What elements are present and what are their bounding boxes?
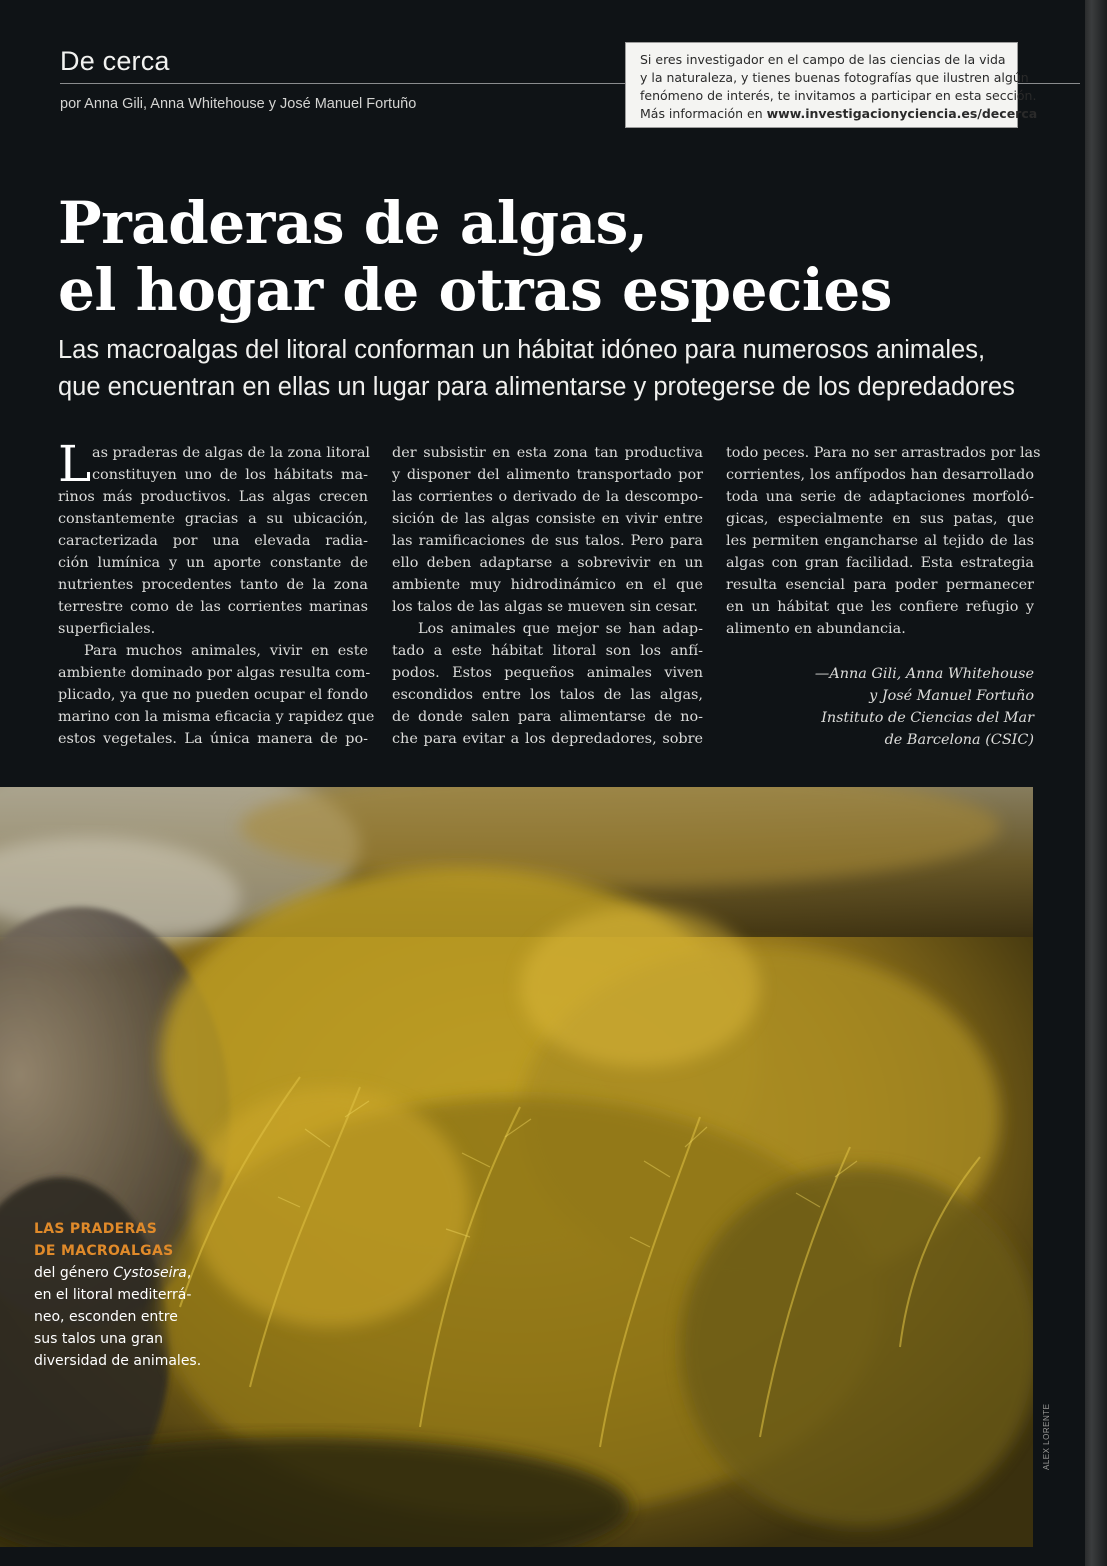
contributor-callout bbox=[625, 42, 1038, 128]
body-line: ambiente muy hidrodinámico en el que bbox=[392, 577, 703, 593]
body-line: tado a este hábitat litoral son los anfí- bbox=[392, 643, 703, 659]
title-line: Praderas de algas, bbox=[58, 189, 648, 257]
body-line: ello deben adaptarse a sobrevivir en un bbox=[392, 555, 703, 571]
photo-caption bbox=[34, 1218, 201, 1372]
signature-line: y José Manuel Fortuño bbox=[869, 688, 1034, 704]
section-label: De cerca bbox=[60, 46, 170, 76]
body-line: der subsistir en esta zona tan productiva bbox=[392, 445, 703, 461]
callout-line bbox=[640, 105, 1038, 123]
algae-photo bbox=[0, 787, 1033, 1547]
body-line: che para evitar a los depredadores, sobre bbox=[392, 731, 703, 747]
dropcap-block bbox=[58, 435, 371, 493]
callout-line: fenómeno de interés, te invitamos a participar en esta sección. bbox=[640, 88, 1037, 103]
author-signature bbox=[726, 663, 1034, 751]
dropcap: L bbox=[58, 435, 92, 493]
body-line: ambiente dominado por algas resulta com- bbox=[58, 665, 371, 681]
body-line: resulta esencial para poder permanecer bbox=[726, 577, 1034, 593]
body-line: Para muchos animales, vivir en este bbox=[84, 643, 368, 659]
body-line: marino con la misma eficacia y rapidez que bbox=[58, 709, 375, 725]
body-line: terrestre como de las corrientes marinas bbox=[58, 599, 368, 615]
body-column-1 bbox=[58, 435, 375, 750]
body-line: caracterizada por una elevada radia- bbox=[58, 533, 368, 549]
callout-line: Si eres investigador en el campo de las ciencias de la vida bbox=[640, 52, 1006, 67]
body-line: todo peces. Para no ser arrastrados por las bbox=[726, 445, 1041, 461]
body-line: de donde salen para alimentarse de no- bbox=[392, 709, 703, 725]
subtitle-line: que encuentran en ellas un lugar para alimentarse y protegerse de los depredadores bbox=[58, 373, 1015, 401]
caption-line: en el litoral mediterrá- bbox=[34, 1287, 192, 1303]
signature-line: —Anna Gili, Anna Whitehouse bbox=[814, 666, 1034, 682]
body-line: sición de las algas consiste en vivir entre bbox=[392, 511, 703, 527]
caption-genus: Cystoseira bbox=[113, 1265, 187, 1281]
body-line: as praderas de algas de la zona litoral bbox=[92, 445, 371, 461]
body-line: rinos más productivos. Las algas crecen bbox=[58, 489, 368, 505]
body-line: ción lumínica y un aporte constante de bbox=[58, 555, 368, 571]
body-line: alimento en abundancia. bbox=[726, 621, 906, 637]
authors-byline: por Anna Gili, Anna Whitehouse y José Manuel Fortuño bbox=[60, 96, 417, 112]
article-subtitle bbox=[58, 332, 1058, 406]
title-line: el hogar de otras especies bbox=[58, 256, 892, 324]
caption-text: del género bbox=[34, 1265, 114, 1281]
signature-line: de Barcelona (CSIC) bbox=[884, 732, 1034, 748]
caption-text: , bbox=[186, 1265, 192, 1281]
photo-credit: ALEX LORENTE bbox=[1042, 1403, 1051, 1470]
body-line: escondidos entre los talos de las algas, bbox=[392, 687, 703, 703]
body-line: en un hábitat que les confiere refugio y bbox=[726, 599, 1034, 615]
body-line: plicado, ya que no pueden ocupar el fondo bbox=[58, 687, 369, 703]
body-line: toda una serie de adaptaciones morfoló- bbox=[726, 489, 1034, 505]
page-edge bbox=[1085, 0, 1107, 1566]
caption-line: neo, esconden entre bbox=[34, 1309, 178, 1325]
caption-line bbox=[34, 1262, 201, 1284]
body-column-2 bbox=[392, 442, 703, 750]
body-line: constantemente gracias a su ubicación, bbox=[58, 511, 368, 527]
article-title bbox=[58, 190, 892, 324]
body-line: las ramificaciones de sus talos. Pero para bbox=[392, 533, 703, 549]
body-line: y disponer del alimento transportado por bbox=[392, 467, 703, 483]
body-line: Los animales que mejor se han adap- bbox=[418, 621, 703, 637]
caption-line: diversidad de animales. bbox=[34, 1353, 202, 1369]
body-line: corrientes, los anfípodos han desarrollado bbox=[726, 467, 1034, 483]
body-line: estos vegetales. La única manera de po- bbox=[58, 731, 368, 747]
body-line: algas con gran facilidad. Esta estrategia bbox=[726, 555, 1034, 571]
callout-link[interactable]: www.investigacionyciencia.es/decerca bbox=[766, 106, 1038, 121]
caption-line: sus talos una gran bbox=[34, 1331, 164, 1347]
caption-heading: LAS PRADERAS bbox=[34, 1221, 158, 1237]
body-line: las corrientes o derivado de la descompo- bbox=[392, 489, 703, 505]
body-line: nutrientes procedentes tanto de la zona bbox=[58, 577, 368, 593]
body-line: constituyen uno de los hábitats ma- bbox=[92, 467, 368, 483]
callout-info-label: Más información en bbox=[640, 106, 767, 121]
subtitle-line: Las macroalgas del litoral conforman un hábitat idóneo para numerosos animales, bbox=[58, 336, 986, 364]
signature-line: Instituto de Ciencias del Mar bbox=[821, 710, 1034, 726]
body-line: superficiales. bbox=[58, 621, 156, 637]
body-column-3 bbox=[726, 442, 1041, 640]
caption-heading: DE MACROALGAS bbox=[34, 1243, 174, 1259]
body-line: gicas, especialmente en sus patas, que bbox=[726, 511, 1034, 527]
algae-photo-illustration bbox=[0, 787, 1033, 1547]
body-line: les permiten engancharse al tejido de las bbox=[726, 533, 1034, 549]
body-line: los talos de las algas se mueven sin cesar. bbox=[392, 599, 698, 615]
body-line: podos. Estos pequeños animales viven bbox=[392, 665, 703, 681]
callout-line: y la naturaleza, y tienes buenas fotografías que ilustren algún bbox=[640, 70, 1029, 85]
